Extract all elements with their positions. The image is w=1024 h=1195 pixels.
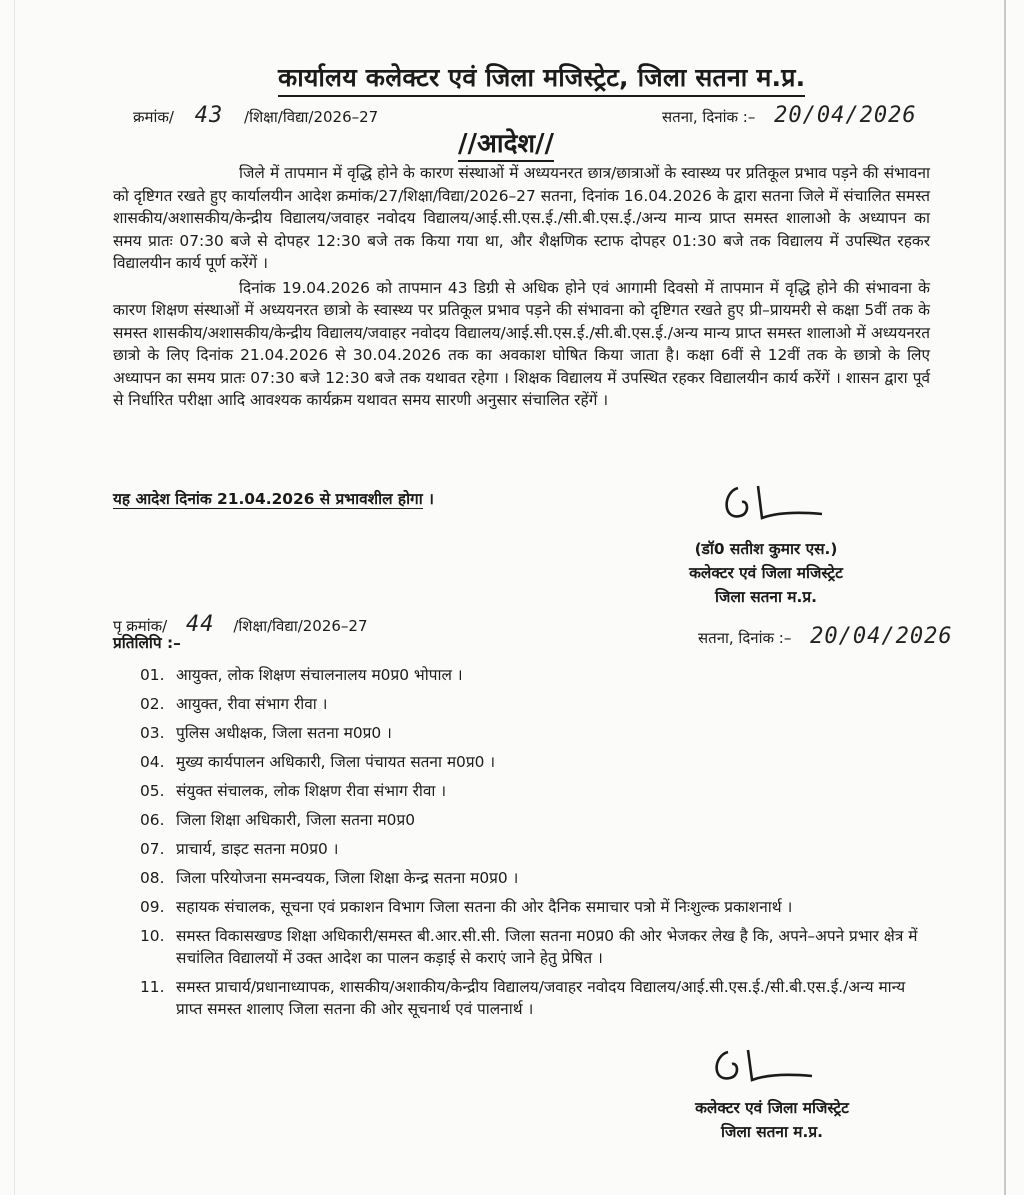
endorsement-number: 44 <box>186 612 215 637</box>
signatory-block <box>672 537 860 609</box>
reference-suffix: /शिक्षा/विद्या/2026–27 <box>244 108 379 126</box>
recipient-item <box>140 751 930 773</box>
recipient-number: 10. <box>140 927 165 945</box>
endorsement-date-label: सतना, दिनांक :– <box>698 629 792 647</box>
recipient-number: 05. <box>140 782 165 800</box>
recipient-item <box>140 693 930 715</box>
final-signatory-office: जिला सतना म.प्र. <box>721 1123 823 1141</box>
recipient-number: 07. <box>140 840 165 858</box>
signatory-name: (डॉ0 सतीश कुमार एस.) <box>694 540 838 558</box>
recipient-item <box>140 867 930 889</box>
order-date-line <box>662 103 917 128</box>
order-title: //आदेश// <box>458 124 554 162</box>
signature-mark <box>718 478 828 538</box>
recipient-number: 11. <box>140 978 165 996</box>
recipient-text: जिला परियोजना समन्वयक, जिला शिक्षा केन्द्र सतना म0प्र0 । <box>176 869 519 887</box>
signature-mark-final <box>708 1042 818 1100</box>
recipient-item <box>140 809 930 831</box>
reference-number: 43 <box>194 103 224 128</box>
recipient-text: प्राचार्य, डाइट सतना म0प्र0 । <box>176 840 339 858</box>
recipient-number: 03. <box>140 724 165 742</box>
office-header: कार्यालय कलेक्टर एवं जिला मजिस्ट्रेट, जिला सतना म.प्र. <box>278 60 805 97</box>
recipient-text: सहायक संचालक, सूचना एवं प्रकाशन विभाग जिला सतना की ओर दैनिक समाचार पत्रो में निःशुल्क प्रकाशनार्थ । <box>176 898 793 916</box>
recipient-item <box>140 722 930 744</box>
order-reference <box>133 103 378 128</box>
effective-line <box>113 488 434 509</box>
recipient-number: 09. <box>140 898 165 916</box>
endorsement-date-line <box>698 624 953 649</box>
reference-prefix: क्रमांक/ <box>133 108 174 126</box>
endorsement-date: 20/04/2026 <box>810 624 953 649</box>
recipient-text: जिला शिक्षा अधिकारी, जिला सतना म0प्र0 <box>176 811 416 829</box>
recipient-list <box>140 664 930 1027</box>
signatory-office: जिला सतना म.प्र. <box>715 588 817 606</box>
effective-date-text: यह आदेश दिनांक 21.04.2026 से प्रभावशील होगा <box>113 490 423 508</box>
recipient-item <box>140 896 930 918</box>
recipient-text: आयुक्त, लोक शिक्षण संचालनालय म0प्र0 भोपाल । <box>176 666 463 684</box>
recipient-text: समस्त प्राचार्य/प्रधानाध्यापक, शासकीय/अशाकीय/केन्द्रीय विद्यालय/जवाहर नवोदय विद्यालय/आई.सी.एस.ई./सी.बी.एस.ई./अन्य मान्य प्राप्त समस्त शालाए जिला सतना की ओर सूचनार्थ एवं पालनार्थ । <box>176 978 906 1018</box>
order-body <box>113 162 930 412</box>
final-signatory-designation: कलेक्टर एवं जिला मजिस्ट्रेट <box>695 1099 849 1117</box>
date-label: सतना, दिनांक :– <box>662 108 756 126</box>
recipient-item <box>140 976 930 1020</box>
recipient-text: पुलिस अधीक्षक, जिला सतना म0प्र0 । <box>176 724 392 742</box>
recipient-number: 04. <box>140 753 165 771</box>
effective-end: । <box>422 490 434 508</box>
recipient-number: 08. <box>140 869 165 887</box>
order-date: 20/04/2026 <box>774 103 917 128</box>
page-edge-left <box>14 0 15 1195</box>
recipient-item <box>140 838 930 860</box>
signatory-designation: कलेक्टर एवं जिला मजिस्ट्रेट <box>689 564 843 582</box>
recipient-number: 06. <box>140 811 165 829</box>
recipient-text: आयुक्त, रीवा संभाग रीवा । <box>176 695 328 713</box>
order-paragraph-2: दिनांक 19.04.2026 को तापमान 43 डिग्री से अधिक होने एवं आगामी दिवसो में तापमान में वृद्धि होने की संभावना के कारण शिक्षण संस्थाओं में अध्ययनरत छात्रो के स्वास्थ्य पर प्रतिकूल प्रभाव पड़ने की संभावना को दृष्टिगत रखते हुए प्री–प्रायमरी से कक्षा 5वीं तक के समस्त शासकीय/अशासकीय/केन्द्रीय विद्यालय/जवाहर नवोदय विद्यालय/आई.सी.एस.ई./सी.बी.एस.ई./अन्य मान्य प्राप्त समस्त शालाओ में अध्ययनरत छात्रो के लिए दिनांक 21.04.2026 से 30.04.2026 तक का अवकाश घोषित किया जाता है। कक्षा 6वीं से 12वीं तक के छात्रो के लिए अध्यापन का समय प्रातः 07:30 बजे 12:30 बजे तक यथावत रहेगा । शिक्षक विद्यालय में उपस्थित रहकर विद्यालयीन कार्य करेंगें । शासन द्वारा पूर्व से निर्धारित परीक्षा आदि आवश्यक कार्यक्रम यथावत समय सारणी अनुसार संचालित रहेंगें । <box>113 278 931 409</box>
endorsement-suffix: /शिक्षा/विद्या/2026–27 <box>233 617 368 635</box>
recipient-item <box>140 664 930 686</box>
recipient-item <box>140 780 930 802</box>
recipient-text: मुख्य कार्यपालन अधिकारी, जिला पंचायत सतना म0प्र0 । <box>176 753 496 771</box>
recipient-number: 02. <box>140 695 165 713</box>
copy-to-label: प्रतिलिपि :– <box>113 634 181 652</box>
recipient-text: संयुक्त संचालक, लोक शिक्षण रीवा संभाग रीवा । <box>176 782 447 800</box>
recipient-text: समस्त विकासखण्ड शिक्षा अधिकारी/समस्त बी.आर.सी.सी. जिला सतना म0प्र0 की ओर भेजकर लेख है कि, अपने–अपने प्रभार क्षेत्र में सचांलित विद्यालयों में उक्त आदेश का पालन कड़ाई से कराएं जाने हेतु प्रेषित । <box>176 927 918 967</box>
endorsement-prefix: पृ क्रमांक/ <box>113 617 168 635</box>
recipient-item <box>140 925 930 969</box>
order-paragraph-1: जिले में तापमान में वृद्धि होने के कारण संस्थाओं में अध्ययनरत छात्र/छात्राओं के स्वास्थ्य पर प्रतिकूल प्रभाव पड़ने की संभावना को दृष्टिगत रखते हुए कार्यालयीन आदेश क्रमांक/27/शिक्षा/विद्या/2026–27 सतना, दिनांक 16.04.2026 के द्वारा सतना जिले में संचालित समस्त शासकीय/अशासकीय/केन्द्रीय विद्यालय/जवाहर नवोदय विद्यालय/आई.सी.एस.ई./सी.बी.एस.ई./अन्य मान्य प्राप्त समस्त शालाओ के अध्यापन का समय प्रातः 07:30 बजे से दोपहर 12:30 बजे तक किया गया था, और शैक्षणिक स्टाफ दोपहर 01:30 बजे तक विद्यालय में उपस्थित रहकर विद्यालयीन कार्य पूर्ण करेंगें । <box>113 164 930 272</box>
final-signatory-block <box>672 1096 872 1144</box>
recipient-number: 01. <box>140 666 165 684</box>
page-edge-right <box>1004 0 1006 1195</box>
